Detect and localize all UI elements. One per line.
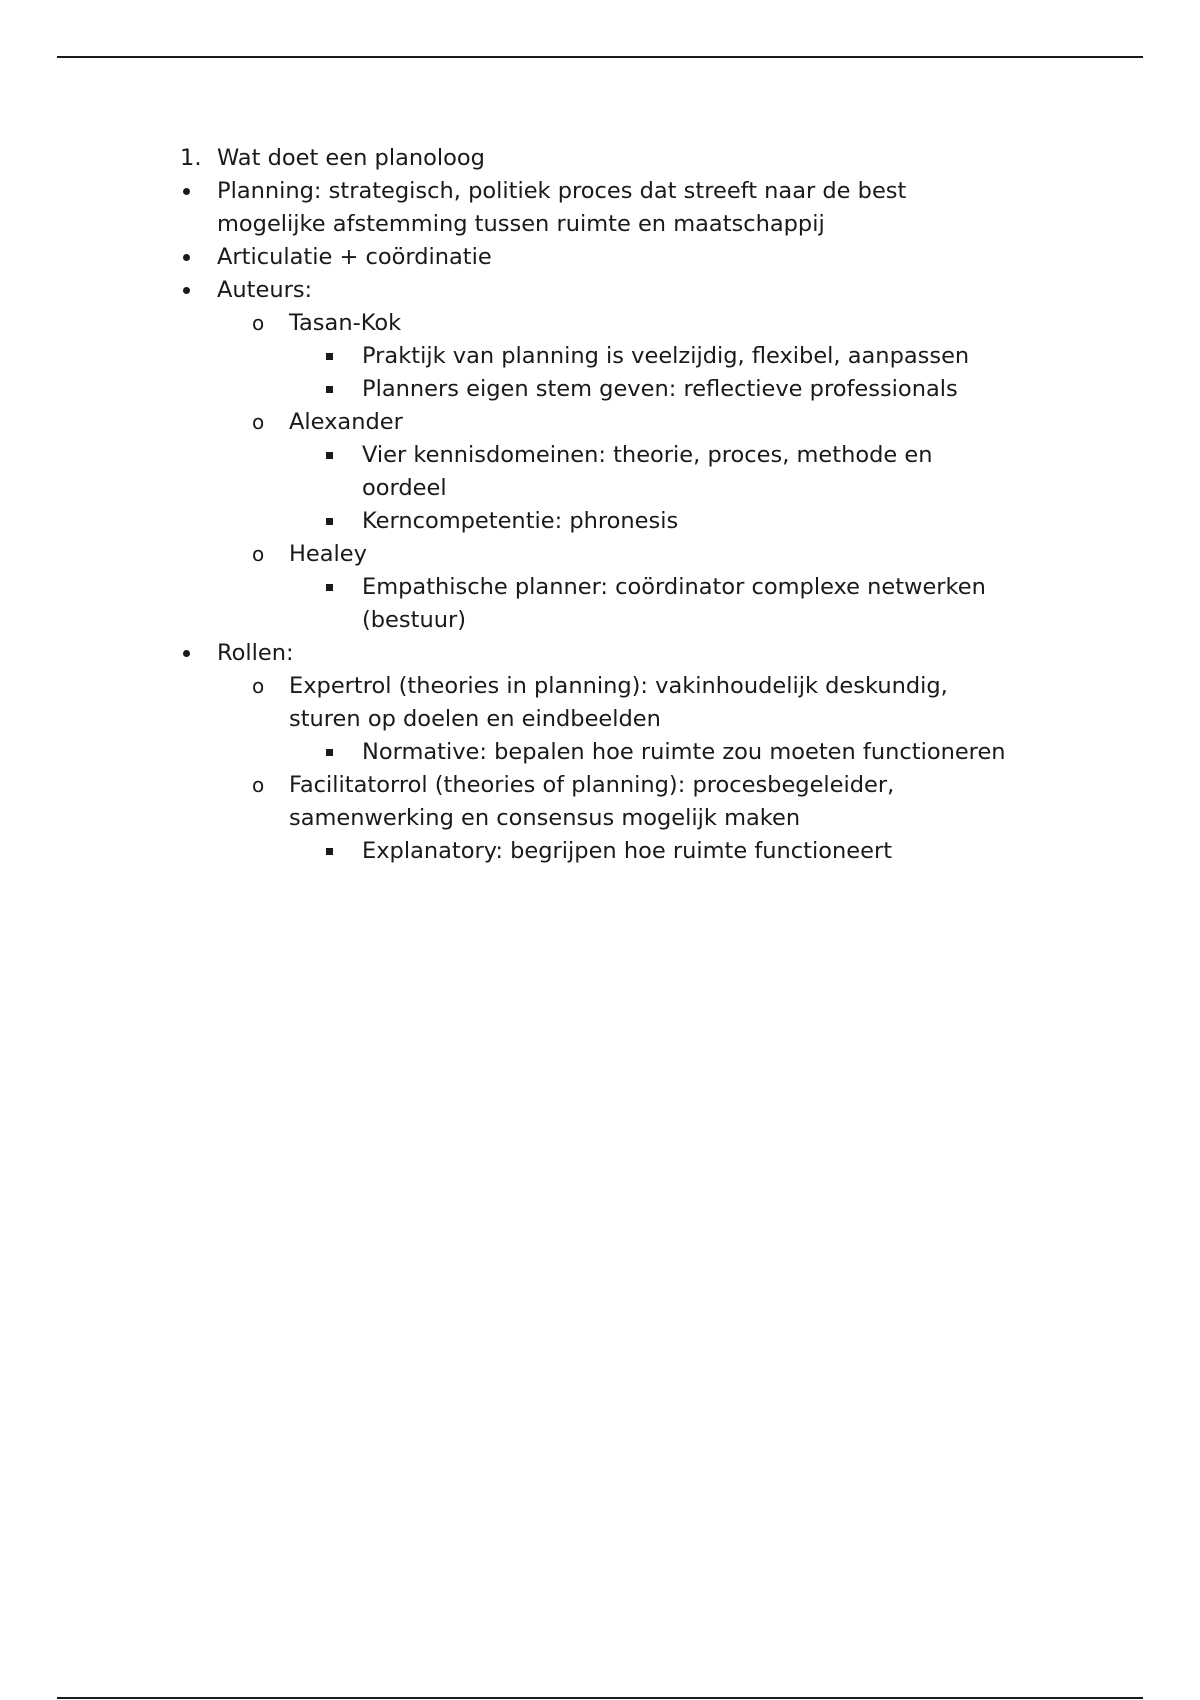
list-item-text-cont: mogelijke afstemming tussen ruimte en maatschappij bbox=[217, 211, 825, 237]
sub-sub-item-text-cont: oordeel bbox=[362, 475, 447, 501]
sub-item-text: Healey bbox=[289, 541, 367, 567]
sub-sub-item-text: Planners eigen stem geven: reflectieve professionals bbox=[362, 376, 958, 402]
square-bullet-icon bbox=[326, 386, 333, 393]
sub-sub-item bbox=[0, 439, 1200, 505]
sub-sub-item bbox=[0, 835, 1200, 868]
list-item-text: Articulatie + coördinatie bbox=[217, 244, 492, 270]
sub-item-facilitatorrol bbox=[0, 769, 1200, 835]
sub-item-expertrol bbox=[0, 670, 1200, 736]
square-bullet-icon bbox=[326, 749, 333, 756]
sub-sub-item bbox=[0, 571, 1200, 637]
sub-sub-item-text: Normative: bepalen hoe ruimte zou moeten functioneren bbox=[362, 739, 1006, 765]
sub-item-text: Expertrol (theories in planning): vakinhoudelijk deskundig, bbox=[289, 673, 948, 699]
sub-item-healey bbox=[0, 538, 1200, 571]
circle-bullet-icon: o bbox=[252, 674, 265, 698]
sub-item-tasan-kok bbox=[0, 307, 1200, 340]
header-rule bbox=[57, 56, 1143, 58]
circle-bullet-icon: o bbox=[252, 773, 265, 797]
list-item-planning bbox=[0, 175, 1200, 241]
heading-number: 1. bbox=[180, 145, 202, 171]
sub-sub-item bbox=[0, 505, 1200, 538]
sub-sub-item-text: Explanatory: begrijpen hoe ruimte functioneert bbox=[362, 838, 893, 864]
list-item-text: Rollen: bbox=[217, 640, 294, 666]
sub-item-text: Alexander bbox=[289, 409, 403, 435]
sub-sub-item-text-cont: (bestuur) bbox=[362, 607, 466, 633]
sub-item-text: Tasan-Kok bbox=[289, 310, 402, 336]
list-item-auteurs bbox=[0, 274, 1200, 307]
sub-sub-item-text: Kerncompetentie: phronesis bbox=[362, 508, 679, 534]
sub-sub-item-text: Empathische planner: coördinator complexe netwerken bbox=[362, 574, 986, 600]
footer-rule bbox=[57, 1697, 1143, 1699]
sub-sub-item-text: Vier kennisdomeinen: theorie, proces, methode en bbox=[362, 442, 933, 468]
circle-bullet-icon: o bbox=[252, 410, 265, 434]
sub-item-text: Facilitatorrol (theories of planning): procesbegeleider, bbox=[289, 772, 895, 798]
sub-item-text-cont: sturen op doelen en eindbeelden bbox=[289, 706, 661, 732]
list-item-text: Auteurs: bbox=[217, 277, 313, 303]
sub-sub-item bbox=[0, 736, 1200, 769]
sub-sub-item bbox=[0, 340, 1200, 373]
circle-bullet-icon: o bbox=[252, 542, 265, 566]
sub-item-alexander bbox=[0, 406, 1200, 439]
sub-sub-item bbox=[0, 373, 1200, 406]
circle-bullet-icon: o bbox=[252, 311, 265, 335]
square-bullet-icon bbox=[326, 452, 333, 459]
sub-sub-item-text: Praktijk van planning is veelzijdig, flexibel, aanpassen bbox=[362, 343, 970, 369]
square-bullet-icon bbox=[326, 518, 333, 525]
document-body bbox=[0, 142, 1200, 868]
square-bullet-icon bbox=[326, 848, 333, 855]
sub-item-text-cont: samenwerking en consensus mogelijk maken bbox=[289, 805, 801, 831]
square-bullet-icon bbox=[326, 353, 333, 360]
list-item-rollen bbox=[0, 637, 1200, 670]
list-item-articulatie bbox=[0, 241, 1200, 274]
square-bullet-icon bbox=[326, 584, 333, 591]
numbered-heading bbox=[0, 142, 1200, 175]
list-item-text: Planning: strategisch, politiek proces dat streeft naar de best bbox=[217, 178, 907, 204]
heading-title: Wat doet een planoloog bbox=[217, 145, 485, 171]
